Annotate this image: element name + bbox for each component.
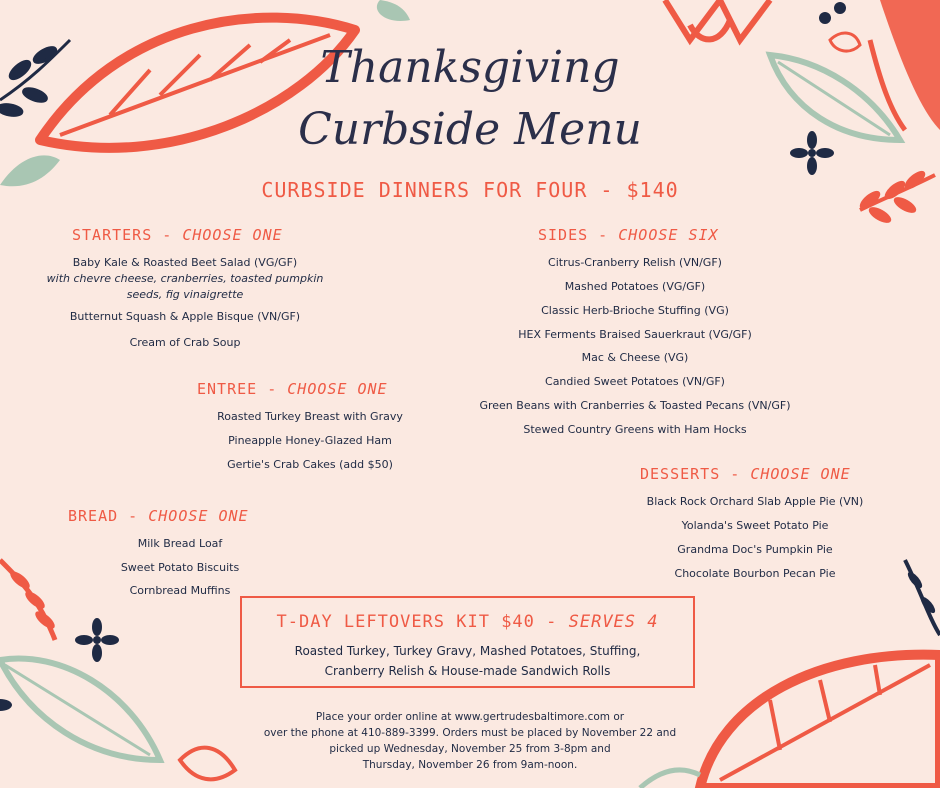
sides-heading: SIDES - CHOOSE SIX	[538, 226, 719, 244]
desserts-heading: DESSERTS - CHOOSE ONE	[640, 465, 851, 483]
dinner-banner: CURBSIDE DINNERS FOR FOUR - $140	[261, 178, 679, 202]
side-item: Candied Sweet Potatoes (VN/GF)	[545, 375, 725, 388]
side-item: Mashed Potatoes (VG/GF)	[564, 280, 706, 293]
side-item: Classic Herb-Brioche Stuffing (VG)	[541, 304, 729, 317]
side-item: HEX Ferments Braised Sauerkraut (VG/GF)	[518, 328, 752, 341]
side-item: Stewed Country Greens with Ham Hocks	[523, 423, 747, 436]
entree-item: Pineapple Honey-Glazed Ham	[228, 434, 392, 447]
side-item: Green Beans with Cranberries & Toasted Pecans (VN/GF)	[479, 399, 791, 412]
kit-description: Roasted Turkey, Turkey Gravy, Mashed Potatoes, Stuffing,	[294, 644, 641, 658]
title-line-1: Thanksgiving	[320, 42, 620, 93]
order-info: Thursday, November 26 from 9am-noon.	[362, 759, 578, 771]
entree-item: Gertie's Crab Cakes (add $50)	[227, 458, 393, 471]
kit-description: Cranberry Relish & House-made Sandwich Rolls	[324, 664, 611, 678]
order-info: Place your order online at www.gertrudesbaltimore.com or	[315, 711, 625, 723]
bread-item: Cornbread Muffins	[129, 584, 231, 597]
dessert-item: Chocolate Bourbon Pecan Pie	[674, 567, 836, 580]
dessert-item: Grandma Doc's Pumpkin Pie	[677, 543, 833, 556]
bread-item: Milk Bread Loaf	[137, 537, 223, 550]
starter-note: with chevre cheese, cranberries, toasted pumpkin	[46, 272, 324, 285]
title-line-2: Curbside Menu	[298, 104, 642, 155]
dessert-item: Yolanda's Sweet Potato Pie	[681, 519, 829, 532]
starters-heading: STARTERS - CHOOSE ONE	[72, 226, 283, 244]
order-info: picked up Wednesday, November 25 from 3-8pm and	[329, 743, 611, 755]
order-info: over the phone at 410-889-3399. Orders must be placed by November 22 and	[263, 727, 677, 739]
bread-heading: BREAD - CHOOSE ONE	[68, 507, 249, 525]
starter-item: Cream of Crab Soup	[129, 336, 241, 349]
dessert-item: Black Rock Orchard Slab Apple Pie (VN)	[646, 495, 864, 508]
entree-heading: ENTREE - CHOOSE ONE	[197, 380, 388, 398]
side-item: Mac & Cheese (VG)	[581, 351, 689, 364]
side-item: Citrus-Cranberry Relish (VN/GF)	[548, 256, 722, 269]
starter-item: Butternut Squash & Apple Bisque (VN/GF)	[69, 310, 301, 323]
entree-item: Roasted Turkey Breast with Gravy	[217, 410, 403, 423]
starter-item: Baby Kale & Roasted Beet Salad (VG/GF)	[72, 256, 298, 269]
kit-title: T-DAY LEFTOVERS KIT $40 - SERVES 4	[276, 612, 659, 632]
leftovers-kit-box	[240, 596, 695, 688]
navy-flower-left	[75, 618, 119, 662]
bread-item: Sweet Potato Biscuits	[120, 561, 240, 574]
starter-note: seeds, fig vinaigrette	[126, 288, 244, 301]
